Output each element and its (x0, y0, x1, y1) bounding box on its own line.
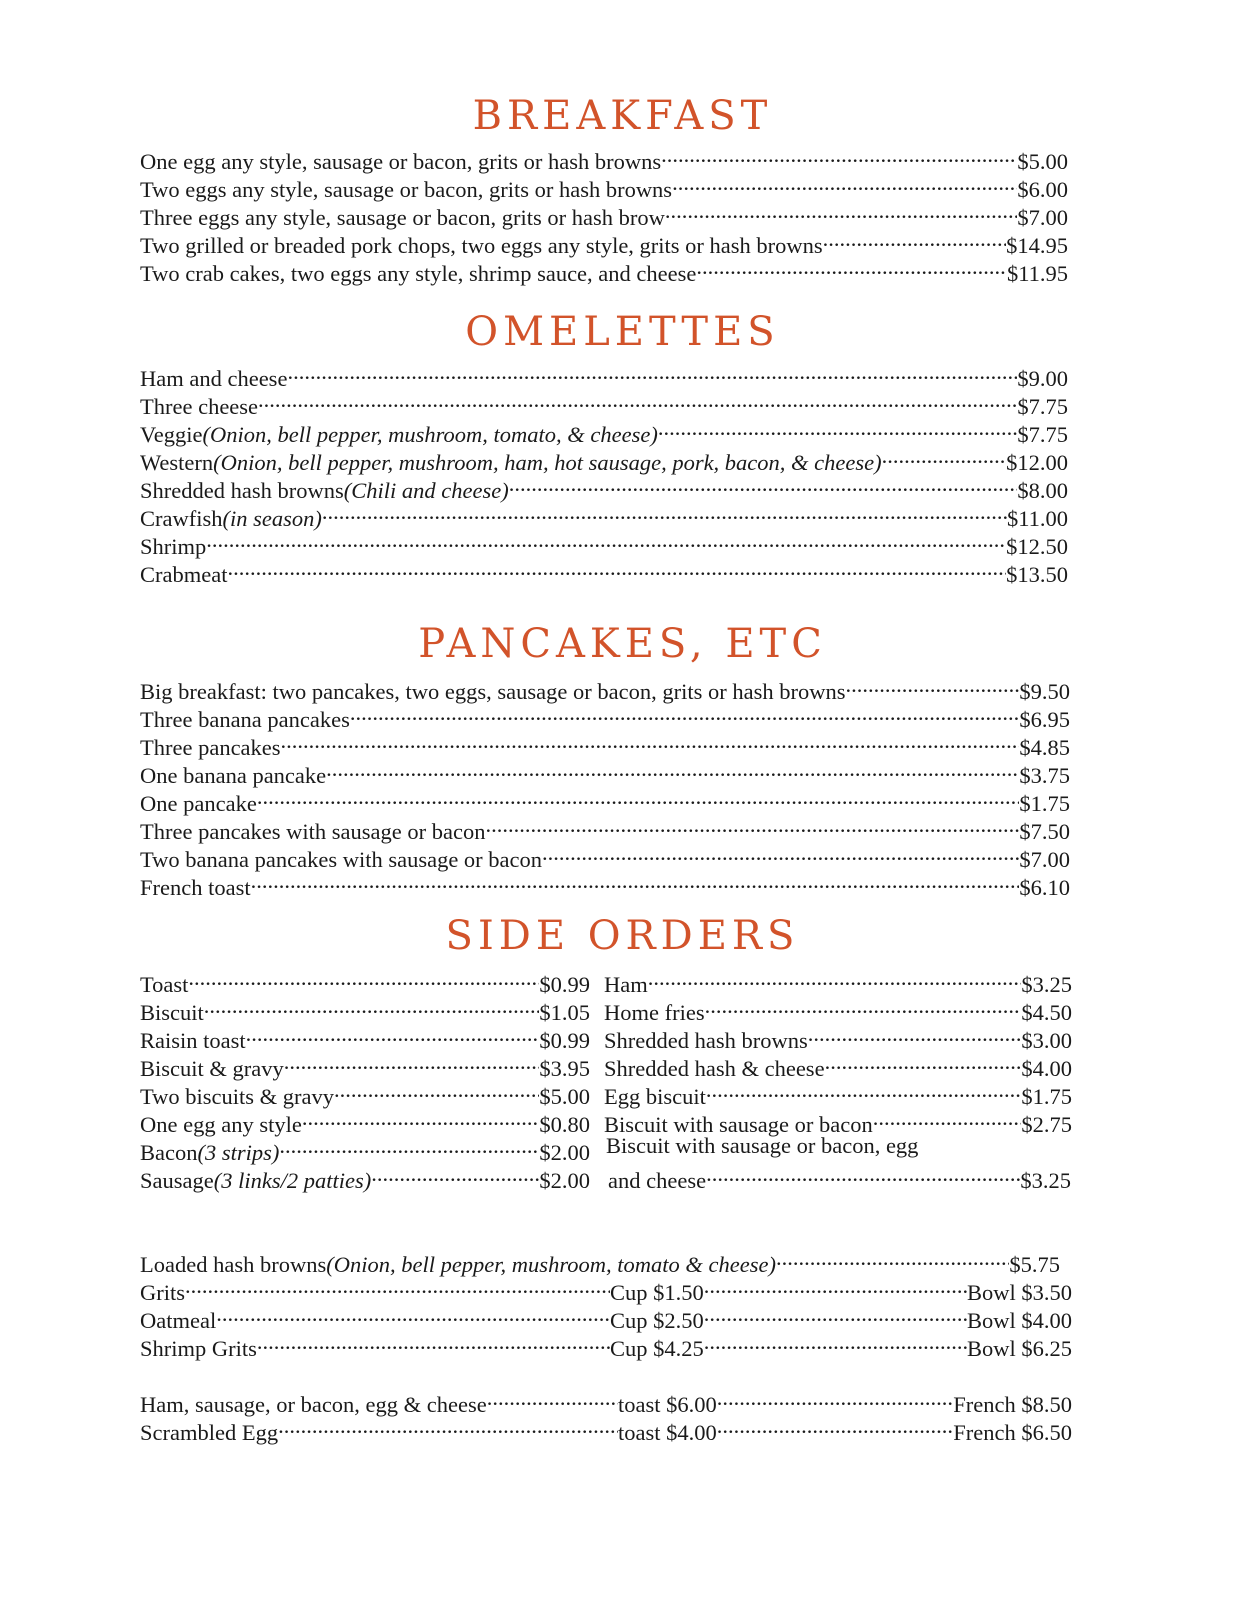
leader-dots (542, 839, 1019, 867)
leader-dots (808, 1020, 1022, 1048)
item-name: Western (140, 450, 214, 475)
item-price: $14.95 (1006, 233, 1068, 258)
item-price: $3.25 (1021, 972, 1072, 997)
leader-dots (278, 1412, 618, 1440)
item-note: (Onion, bell pepper, mushroom, tomato & cheese) (326, 1252, 776, 1277)
item-name: One egg any style (140, 1112, 302, 1137)
item-name: Raisin toast (140, 1028, 246, 1053)
item-name: Veggie (140, 422, 203, 447)
side-item-multi-line1: Biscuit with sausage or bacon, egg (606, 1133, 919, 1158)
item-price: $0.99 (539, 972, 590, 997)
leader-dots (648, 964, 1022, 992)
item-name: One pancake (140, 791, 257, 816)
item-name: Three cheese (140, 394, 259, 419)
item-name: Two banana pancakes with sausage or bacon (140, 847, 543, 872)
leader-dots (717, 1384, 954, 1412)
leader-dots (717, 1412, 954, 1440)
item-name: Two eggs any style, sausage or bacon, grits or hash browns (140, 177, 673, 202)
side-orders-heading: SIDE ORDERS (445, 913, 800, 959)
item-name: Biscuit with sausage or bacon (604, 1112, 873, 1137)
item-price: $1.75 (1021, 1084, 1072, 1109)
item-name: Two biscuits & gravy (140, 1084, 335, 1109)
leader-dots (845, 671, 1019, 699)
leader-dots (485, 811, 1019, 839)
item-price-large: French $8.50 (953, 1392, 1072, 1417)
leader-dots (509, 470, 1018, 498)
leader-dots (326, 755, 1019, 783)
item-note: (in season) (222, 506, 322, 531)
item-name: Shrimp (140, 534, 207, 559)
omelette-item (140, 554, 1068, 589)
item-name: Egg biscuit (604, 1084, 706, 1109)
item-price: $12.50 (1006, 534, 1068, 559)
item-name: Home fries (604, 1000, 705, 1025)
item-price: $2.00 (539, 1168, 590, 1193)
leader-dots (350, 699, 1020, 727)
leader-dots (704, 1328, 967, 1356)
leader-dots (696, 253, 1007, 281)
item-name: Crawfish (140, 506, 223, 531)
item-name: Toast (140, 972, 189, 997)
leader-dots (706, 1076, 1022, 1104)
leader-dots (665, 197, 1018, 225)
item-price: $7.00 (1019, 847, 1070, 872)
item-name: Bacon (140, 1140, 198, 1165)
item-price: $5.00 (1017, 149, 1068, 174)
item-price: $9.00 (1017, 366, 1068, 391)
item-price: $0.99 (539, 1028, 590, 1053)
item-name: One banana pancake (140, 763, 327, 788)
item-price-large: Bowl $4.00 (966, 1308, 1072, 1333)
leader-dots (257, 1328, 610, 1356)
leader-dots (704, 1300, 967, 1328)
leader-dots (672, 169, 1017, 197)
item-note: (Onion, bell pepper, mushroom, ham, hot sausage, pork, bacon, & cheese) (213, 450, 882, 475)
item-price-small: Cup $1.50 (610, 1280, 704, 1305)
item-price: $3.95 (539, 1056, 590, 1081)
item-price: $11.95 (1006, 261, 1068, 286)
item-price: $4.50 (1021, 1000, 1072, 1025)
leader-dots (882, 442, 1007, 470)
leader-dots (658, 414, 1018, 442)
item-name: Grits (140, 1280, 185, 1305)
item-name: Shredded hash browns (140, 478, 344, 503)
item-price-small: toast $6.00 (618, 1392, 717, 1417)
item-note: (Onion, bell pepper, mushroom, tomato, & cheese) (202, 422, 658, 447)
item-name: Three eggs any style, sausage or bacon, grits or hash brow (140, 205, 665, 230)
item-name: Two crab cakes, two eggs any style, shrimp sauce, and cheese (140, 261, 697, 286)
item-price: $4.85 (1019, 735, 1070, 760)
item-price: $11.00 (1006, 506, 1068, 531)
item-name: Shrimp Grits (140, 1336, 257, 1361)
item-price: $6.95 (1019, 707, 1070, 732)
item-note: (Chili and cheese) (343, 478, 509, 503)
side-item (140, 1160, 590, 1195)
item-name: Shredded hash browns (604, 1028, 808, 1053)
item-price-large: Bowl $3.50 (966, 1280, 1072, 1305)
item-name: French toast (140, 875, 251, 900)
item-name: Three pancakes with sausage or bacon (140, 819, 486, 844)
leader-dots (246, 1020, 540, 1048)
leader-dots (258, 386, 1017, 414)
item-name: Ham, sausage, or bacon, egg & cheese (140, 1392, 487, 1417)
item-price: $1.75 (1019, 791, 1070, 816)
item-price: $6.00 (1017, 177, 1068, 202)
item-price: $0.80 (539, 1112, 590, 1137)
leader-dots (287, 358, 1017, 386)
item-price: $6.10 (1019, 875, 1070, 900)
item-name: Loaded hash browns (140, 1252, 327, 1277)
sandwich-item (140, 1412, 1072, 1447)
item-price: $8.00 (1017, 478, 1068, 503)
item-note: (3 links/2 patties) (213, 1168, 372, 1193)
item-name: Scrambled Egg (140, 1420, 279, 1445)
leader-dots (204, 992, 540, 1020)
item-name: Sausage (140, 1168, 214, 1193)
item-price: $5.00 (539, 1084, 590, 1109)
item-name: Big breakfast: two pancakes, two eggs, sausage or bacon, grits or hash browns (140, 679, 846, 704)
item-name: Biscuit (140, 1000, 204, 1025)
leader-dots (227, 554, 1006, 582)
side-item-multi-price: $3.25 (1020, 1168, 1071, 1193)
item-price: $2.00 (539, 1140, 590, 1165)
item-price: $7.00 (1017, 205, 1068, 230)
leader-dots (704, 1272, 967, 1300)
item-name: Shredded hash & cheese (604, 1056, 825, 1081)
leader-dots (216, 1300, 610, 1328)
item-price-small: Cup $4.25 (610, 1336, 704, 1361)
breakfast-heading: BREAKFAST (472, 93, 773, 139)
item-price: $13.50 (1006, 562, 1068, 587)
pancake-item (140, 867, 1070, 902)
item-price: $7.75 (1017, 394, 1068, 419)
leader-dots (188, 964, 539, 992)
item-price: $3.75 (1019, 763, 1070, 788)
item-name: Crabmeat (140, 562, 228, 587)
item-name: Three banana pancakes (140, 707, 350, 732)
item-price: $5.75 (1009, 1252, 1060, 1277)
leader-dots (661, 141, 1017, 169)
leader-dots (776, 1244, 1009, 1272)
item-price-small: Cup $2.50 (610, 1308, 704, 1333)
item-name: One egg any style, sausage or bacon, grits or hash browns (140, 149, 662, 174)
item-price: $3.00 (1021, 1028, 1072, 1053)
item-price: $1.05 (539, 1000, 590, 1025)
leader-dots (206, 526, 1006, 554)
bowl-item (140, 1328, 1072, 1363)
leader-dots (257, 783, 1020, 811)
leader-dots (251, 867, 1020, 895)
item-name: Biscuit & gravy (140, 1056, 284, 1081)
breakfast-item (140, 253, 1068, 288)
item-price: $2.75 (1021, 1112, 1072, 1137)
leader-dots (284, 1048, 540, 1076)
item-price: $12.00 (1006, 450, 1068, 475)
item-name: Ham and cheese (140, 366, 288, 391)
pancakes-heading: PANCAKES, ETC (418, 621, 827, 667)
item-name: Three pancakes (140, 735, 281, 760)
omelettes-heading: OMELETTES (465, 309, 780, 355)
leader-dots (334, 1076, 539, 1104)
item-name: Ham (604, 972, 648, 997)
leader-dots (487, 1384, 618, 1412)
leader-dots (873, 1104, 1022, 1132)
side-item-multi-line2: and cheese (608, 1168, 707, 1193)
item-price: $4.00 (1021, 1056, 1072, 1081)
item-name: Two grilled or breaded pork chops, two eggs any style, grits or hash browns (140, 233, 823, 258)
item-price-large: French $6.50 (953, 1420, 1072, 1445)
item-note: (3 strips) (197, 1140, 280, 1165)
item-price-small: toast $4.00 (618, 1420, 717, 1445)
leader-dots (322, 498, 1007, 526)
leader-dots (279, 1132, 539, 1160)
leader-dots (185, 1272, 610, 1300)
item-price: $9.50 (1019, 679, 1070, 704)
leader-dots (281, 727, 1020, 755)
item-price: $7.50 (1019, 819, 1070, 844)
leader-dots (823, 225, 1006, 253)
item-price-large: Bowl $6.25 (966, 1336, 1072, 1361)
leader-dots (706, 1160, 1020, 1188)
leader-dots (705, 992, 1022, 1020)
leader-dots (302, 1104, 540, 1132)
side-item-multi (606, 1160, 1071, 1195)
leader-dots (371, 1160, 539, 1188)
item-name: Oatmeal (140, 1308, 217, 1333)
leader-dots (825, 1048, 1022, 1076)
item-price: $7.75 (1017, 422, 1068, 447)
